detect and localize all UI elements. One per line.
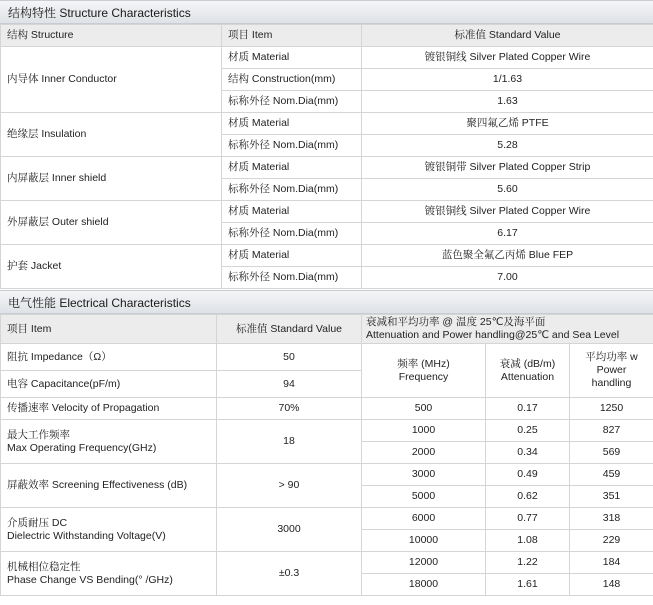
structure-item: 结构 Construction(mm) bbox=[222, 69, 362, 91]
structure-item: 标称外径 Nom.Dia(mm) bbox=[222, 223, 362, 245]
structure-group-name: 外屏蔽层 Outer shield bbox=[1, 201, 222, 245]
attenuation-subheader-atten bbox=[486, 344, 570, 398]
structure-value: 7.00 bbox=[362, 267, 653, 289]
property-name bbox=[1, 398, 217, 420]
property-name-line2: Phase Change VS Bending(° /GHz) bbox=[7, 573, 173, 586]
property-name-line1: 阻抗 Impedance（Ω） bbox=[7, 350, 112, 363]
structure-table bbox=[0, 24, 653, 289]
property-name-line1: 电容 Capacitance(pF/m) bbox=[7, 377, 121, 390]
attenuation-value: 0.17 bbox=[486, 398, 570, 420]
property-value: > 90 bbox=[217, 464, 362, 508]
power-handling-value: 827 bbox=[570, 420, 653, 442]
structure-row bbox=[1, 113, 653, 135]
structure-value: 聚四氟乙烯 PTFE bbox=[362, 113, 653, 135]
attenuation-frequency: 18000 bbox=[362, 574, 486, 596]
subheader-line: Frequency bbox=[398, 370, 449, 383]
property-name-line1: 介质耐压 DC bbox=[7, 516, 68, 529]
electrical-row bbox=[1, 508, 653, 530]
electrical-header-item: 项目 Item bbox=[1, 315, 217, 344]
structure-item: 材质 Material bbox=[222, 201, 362, 223]
structure-value: 5.60 bbox=[362, 179, 653, 201]
attenuation-subheader-power bbox=[570, 344, 653, 398]
subheader-line: Power bbox=[596, 364, 627, 376]
structure-row bbox=[1, 157, 653, 179]
subheader-line: 平均功率 w bbox=[585, 351, 638, 363]
structure-group-name: 绝缘层 Insulation bbox=[1, 113, 222, 157]
structure-value: 镀银铜线 Silver Plated Copper Wire bbox=[362, 201, 653, 223]
property-name bbox=[1, 464, 217, 508]
structure-row bbox=[1, 201, 653, 223]
attenuation-value: 0.77 bbox=[486, 508, 570, 530]
structure-header-item: 项目 Item bbox=[222, 25, 362, 47]
property-name-line1: 最大工作频率 bbox=[7, 428, 70, 441]
structure-group-name: 内导体 Inner Conductor bbox=[1, 47, 222, 113]
attenuation-frequency: 500 bbox=[362, 398, 486, 420]
property-value: 3000 bbox=[217, 508, 362, 552]
property-value: 70% bbox=[217, 398, 362, 420]
attenuation-frequency: 12000 bbox=[362, 552, 486, 574]
structure-item: 材质 Material bbox=[222, 113, 362, 135]
structure-header-value: 标准值 Standard Value bbox=[362, 25, 653, 47]
structure-value: 6.17 bbox=[362, 223, 653, 245]
attenuation-header-title bbox=[362, 315, 653, 344]
electrical-row bbox=[1, 552, 653, 574]
property-name bbox=[1, 508, 217, 552]
subheader-line: Attenuation bbox=[500, 370, 555, 383]
power-handling-value: 1250 bbox=[570, 398, 653, 420]
electrical-row bbox=[1, 398, 653, 420]
property-name-line1: 机械相位稳定性 bbox=[7, 560, 81, 573]
electrical-header-standard: 标准值 Standard Value bbox=[217, 315, 362, 344]
structure-item: 标称外径 Nom.Dia(mm) bbox=[222, 179, 362, 201]
attenuation-frequency: 2000 bbox=[362, 442, 486, 464]
property-name-line1: 传播速率 Velocity of Propagation bbox=[7, 402, 160, 414]
structure-group-name: 护套 Jacket bbox=[1, 245, 222, 289]
attenuation-value: 0.34 bbox=[486, 442, 570, 464]
structure-value: 镀银铜线 Silver Plated Copper Wire bbox=[362, 47, 653, 69]
property-value: 94 bbox=[217, 371, 362, 398]
structure-item: 标称外径 Nom.Dia(mm) bbox=[222, 135, 362, 157]
attenuation-frequency: 1000 bbox=[362, 420, 486, 442]
power-handling-value: 184 bbox=[570, 552, 653, 574]
property-value: 50 bbox=[217, 344, 362, 371]
structure-section-title: 结构特性 Structure Characteristics bbox=[0, 0, 653, 24]
attenuation-frequency: 10000 bbox=[362, 530, 486, 552]
property-name bbox=[1, 344, 217, 371]
property-name-line2: Max Operating Frequency(GHz) bbox=[7, 441, 157, 454]
subheader-line: 频率 (MHz) bbox=[397, 357, 450, 370]
structure-row bbox=[1, 245, 653, 267]
structure-header-structure: 结构 Structure bbox=[1, 25, 222, 47]
attenuation-frequency: 6000 bbox=[362, 508, 486, 530]
attenuation-value: 1.22 bbox=[486, 552, 570, 574]
property-name bbox=[1, 371, 217, 398]
attenuation-frequency: 3000 bbox=[362, 464, 486, 486]
power-handling-value: 351 bbox=[570, 486, 653, 508]
property-name-line2: Dielectric Withstanding Voltage(V) bbox=[7, 529, 166, 542]
property-value: 18 bbox=[217, 420, 362, 464]
structure-item: 标称外径 Nom.Dia(mm) bbox=[222, 267, 362, 289]
power-handling-value: 229 bbox=[570, 530, 653, 552]
power-handling-value: 148 bbox=[570, 574, 653, 596]
power-handling-value: 569 bbox=[570, 442, 653, 464]
property-name-line1: 屏蔽效率 Screening Effectiveness (dB) bbox=[7, 479, 188, 491]
electrical-table bbox=[0, 314, 653, 596]
electrical-row bbox=[1, 344, 653, 371]
structure-value: 1.63 bbox=[362, 91, 653, 113]
structure-item: 材质 Material bbox=[222, 157, 362, 179]
attenuation-frequency: 5000 bbox=[362, 486, 486, 508]
attenuation-value: 1.08 bbox=[486, 530, 570, 552]
attenuation-value: 1.61 bbox=[486, 574, 570, 596]
electrical-row bbox=[1, 420, 653, 442]
property-name bbox=[1, 420, 217, 464]
attenuation-subheader-freq bbox=[362, 344, 486, 398]
attenuation-value: 0.49 bbox=[486, 464, 570, 486]
structure-value: 蓝色聚全氟乙丙烯 Blue FEP bbox=[362, 245, 653, 267]
structure-value: 镀银铜带 Silver Plated Copper Strip bbox=[362, 157, 653, 179]
power-handling-value: 459 bbox=[570, 464, 653, 486]
electrical-section-title: 电气性能 Electrical Characteristics bbox=[0, 290, 653, 314]
attenuation-title-cn: 衰减和平均功率 @ 温度 25℃及海平面 bbox=[366, 316, 546, 328]
subheader-line: handling bbox=[591, 377, 632, 389]
structure-value: 1/1.63 bbox=[362, 69, 653, 91]
structure-row bbox=[1, 47, 653, 69]
subheader-line: 衰减 (dB/m) bbox=[499, 357, 556, 370]
property-value: ±0.3 bbox=[217, 552, 362, 596]
structure-item: 材质 Material bbox=[222, 47, 362, 69]
structure-value: 5.28 bbox=[362, 135, 653, 157]
attenuation-title-en: Attenuation and Power handling@25℃ and Sea Level bbox=[366, 329, 620, 341]
property-name bbox=[1, 552, 217, 596]
structure-group-name: 内屏蔽层 Inner shield bbox=[1, 157, 222, 201]
power-handling-value: 318 bbox=[570, 508, 653, 530]
attenuation-value: 0.62 bbox=[486, 486, 570, 508]
attenuation-value: 0.25 bbox=[486, 420, 570, 442]
structure-item: 材质 Material bbox=[222, 245, 362, 267]
structure-item: 标称外径 Nom.Dia(mm) bbox=[222, 91, 362, 113]
electrical-row bbox=[1, 464, 653, 486]
